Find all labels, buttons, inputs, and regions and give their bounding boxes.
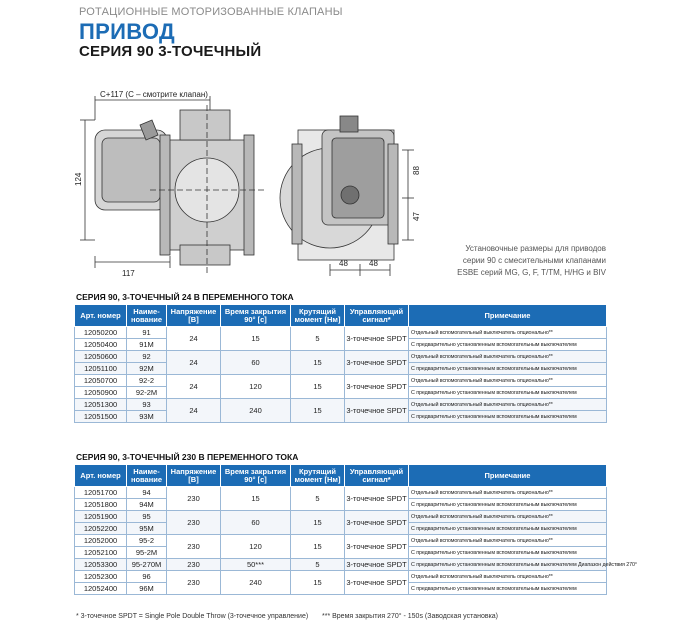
note-cell: Отдельный вспомогательный выключатель опционально**: [409, 327, 607, 339]
art-cell: 12051900: [75, 511, 127, 523]
voltage-cell: 230: [167, 535, 221, 559]
signal-cell: 3-точечное SPDT: [345, 351, 409, 375]
note-cell: Отдельный вспомогательный выключатель опционально**: [409, 399, 607, 411]
signal-cell: 3-точечное SPDT: [345, 399, 409, 423]
table-row: [75, 351, 607, 363]
table-row: [75, 535, 607, 547]
art-cell: 12052300: [75, 571, 127, 583]
time-cell: 15: [221, 487, 291, 511]
voltage-cell: 230: [167, 571, 221, 595]
col-time: Время закрытия 90° [с]: [221, 465, 291, 487]
name-cell: 95-2: [127, 535, 167, 547]
art-cell: 12052000: [75, 535, 127, 547]
col-name: Наиме-нование: [127, 465, 167, 487]
name-cell: 93M: [127, 411, 167, 423]
spec-table-230v: [74, 464, 637, 595]
name-cell: 96: [127, 571, 167, 583]
note-cell: Отдельный вспомогательный выключатель опционально**: [409, 351, 607, 363]
footnote-270: *** Время закрытия 270° - 150s (Заводская установка): [322, 613, 499, 620]
signal-cell: 3-точечное SPDT: [345, 327, 409, 351]
name-cell: 94: [127, 487, 167, 499]
dim-47-label: 47: [412, 212, 421, 221]
torque-cell: 5: [291, 327, 345, 351]
side-view: [80, 96, 265, 275]
table-row: [75, 571, 607, 583]
name-cell: 92: [127, 351, 167, 363]
table-row: [75, 511, 607, 523]
note-cell: С предварительно установленным вспомогательным выключателем: [409, 547, 607, 559]
time-cell: 60: [221, 351, 291, 375]
art-cell: 12051800: [75, 499, 127, 511]
table-row: [75, 375, 607, 387]
name-cell: 92M: [127, 363, 167, 375]
time-cell: 240: [221, 399, 291, 423]
dim-48-left-label: 48: [339, 259, 348, 268]
note-cell: С предварительно установленным вспомогательным выключателем: [409, 523, 607, 535]
time-cell: 120: [221, 375, 291, 399]
page-subtitle: СЕРИЯ 90 3-ТОЧЕЧНЫЙ: [79, 43, 262, 60]
voltage-cell: 230: [167, 559, 221, 571]
art-cell: 12052100: [75, 547, 127, 559]
installation-note-line: серии 90 с смесительными клапанами: [462, 256, 606, 265]
note-cell: С предварительно установленным вспомогательным выключателем: [409, 499, 607, 511]
note-cell: С предварительно установленным вспомогательным выключателем: [409, 339, 607, 351]
time-cell: 240: [221, 571, 291, 595]
note-cell: С предварительно установленным вспомогательным выключателем: [409, 387, 607, 399]
voltage-cell: 24: [167, 375, 221, 399]
dim-124-label: 124: [74, 172, 83, 186]
art-cell: 12050400: [75, 339, 127, 351]
name-cell: 92-2: [127, 375, 167, 387]
voltage-cell: 230: [167, 487, 221, 511]
installation-note: [406, 243, 606, 279]
signal-cell: 3-точечное SPDT: [346, 559, 407, 569]
footnote-spdt: * 3-точечное SPDT = Single Pole Double Throw (3-точечное управление): [76, 613, 309, 620]
signal-cell: 3-точечное SPDT: [345, 535, 409, 559]
name-cell: 92-2M: [127, 387, 167, 399]
table-row: [75, 487, 607, 499]
time-cell: 15: [221, 327, 291, 351]
col-name: Наиме-нование: [127, 305, 167, 327]
signal-cell: 3-точечное SPDT: [345, 375, 409, 399]
col-signal: Управляющий сигнал*: [345, 305, 409, 327]
art-cell: 12050900: [75, 387, 127, 399]
time-cell: 60: [221, 511, 291, 535]
name-cell: 91M: [127, 339, 167, 351]
dim-88-label: 88: [412, 166, 421, 175]
name-cell: 91: [127, 327, 167, 339]
col-art: Арт. номер: [75, 305, 127, 327]
table-row: [75, 399, 607, 411]
art-cell: 12050200: [75, 327, 127, 339]
art-cell: 12051100: [75, 363, 127, 375]
voltage-cell: 24: [167, 399, 221, 423]
col-torque: Крутящий момент [Нм]: [291, 465, 345, 487]
note-cell: С предварительно установленным вспомогательным выключателем Диапазон действия 270°: [409, 559, 607, 571]
torque-cell: 15: [291, 511, 345, 535]
voltage-cell: 230: [167, 511, 221, 535]
note-cell: С предварительно установленным вспомогательным выключателем: [409, 411, 607, 423]
page-title: ПРИВОД: [79, 19, 175, 44]
note-cell: Отдельный вспомогательный выключатель опционально**: [409, 487, 607, 499]
note-cell: С предварительно установленным вспомогательным выключателем: [409, 583, 607, 595]
time-cell: 120: [221, 535, 291, 559]
name-cell: 93: [127, 399, 167, 411]
art-cell: 12052400: [75, 583, 127, 595]
voltage-cell: 24: [167, 351, 221, 375]
table-row: [75, 327, 607, 339]
art-cell: 12050700: [75, 375, 127, 387]
table2-title: СЕРИЯ 90, 3-ТОЧЕЧНЫЙ 230 В ПЕРЕМЕННОГО ТОКА: [76, 452, 299, 462]
name-cell: 94M: [127, 499, 167, 511]
note-cell: Отдельный вспомогательный выключатель опционально**: [409, 511, 607, 523]
col-voltage: Напряжение [В]: [167, 465, 221, 487]
actuator-dimension-drawing: [60, 80, 420, 280]
name-cell: 95: [127, 511, 167, 523]
table1-title: СЕРИЯ 90, 3-ТОЧЕЧНЫЙ 24 В ПЕРЕМЕННОГО ТОКА: [76, 292, 294, 302]
art-cell: 12053300: [75, 559, 127, 571]
art-cell: 12051500: [75, 411, 127, 423]
note-cell: Отдельный вспомогательный выключатель опционально**: [409, 535, 607, 547]
torque-cell: 15: [291, 571, 345, 595]
torque-cell: 15: [291, 535, 345, 559]
dim-117-label: 117: [122, 269, 135, 278]
art-cell: 12051300: [75, 399, 127, 411]
col-torque: Крутящий момент [Нм]: [291, 305, 345, 327]
time-cell: 50***: [221, 559, 291, 571]
art-cell: 12052200: [75, 523, 127, 535]
col-note: Примечание: [409, 305, 607, 327]
name-cell: 95M: [127, 523, 167, 535]
torque-cell: 15: [291, 351, 345, 375]
col-art: Арт. номер: [75, 465, 127, 487]
signal-cell: 3-точечное SPDT: [345, 511, 409, 535]
art-cell: 12050600: [75, 351, 127, 363]
installation-note-line: ESBE серий MG, G, F, T/TM, H/HG и BIV: [457, 268, 606, 277]
art-cell: 12051700: [75, 487, 127, 499]
name-cell: 95-2M: [127, 547, 167, 559]
table-row: [75, 559, 607, 571]
category-label: РОТАЦИОННЫЕ МОТОРИЗОВАННЫЕ КЛАПАНЫ: [79, 6, 343, 18]
front-view: [280, 116, 414, 276]
col-time: Время закрытия 90° [с]: [221, 305, 291, 327]
name-cell: 95-270M: [127, 559, 167, 571]
name-cell: 96M: [127, 583, 167, 595]
dim-c-label: C+117 (C – смотрите клапан): [100, 90, 208, 99]
torque-cell: 15: [291, 399, 345, 423]
note-cell: Отдельный вспомогательный выключатель опционально**: [409, 571, 607, 583]
note-cell: С предварительно установленным вспомогательным выключателем: [409, 363, 607, 375]
spec-table-24v: [74, 304, 607, 423]
dim-48-right-label: 48: [369, 259, 378, 268]
signal-cell: 3-точечное SPDT: [345, 487, 409, 511]
signal-cell: 3-точечное SPDT: [345, 571, 409, 595]
col-signal: Управляющий сигнал*: [345, 465, 409, 487]
torque-cell: 5: [291, 487, 345, 511]
col-note: Примечание: [409, 465, 607, 487]
col-voltage: Напряжение [В]: [167, 305, 221, 327]
voltage-cell: 24: [167, 327, 221, 351]
note-cell: Отдельный вспомогательный выключатель опционально**: [409, 375, 607, 387]
torque-cell: 15: [291, 375, 345, 399]
installation-note-line: Установочные размеры для приводов: [465, 244, 606, 253]
torque-cell: 5: [291, 559, 345, 571]
